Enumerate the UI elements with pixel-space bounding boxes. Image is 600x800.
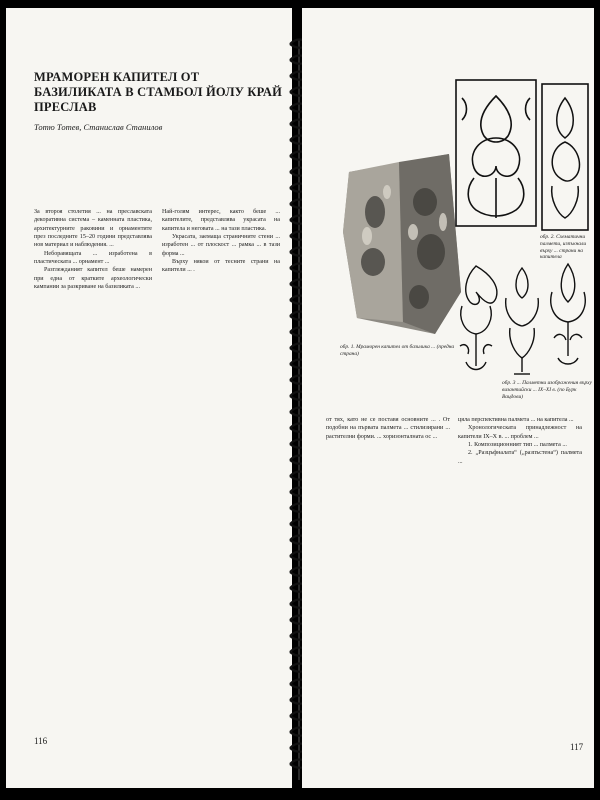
palmette-drawing-figure-2-side: [540, 82, 590, 232]
figure-3-caption: обр. 3 ... Палметни изображения върху византийски ... IX–XI в. (по Бурк Вацдови): [502, 380, 592, 400]
paragraph: от тях, като не се поставя основните ... . От подобни на първата палмета ... стилизирани ... растителни форми. ... хоризонталната ос ...: [326, 417, 450, 440]
page-number: 116: [34, 736, 48, 746]
paragraph: 2. „Разцъфналата“ („разпъстена“) палмета ...: [458, 450, 582, 465]
right-column-2: [458, 416, 582, 466]
page-number: 117: [570, 742, 584, 752]
paragraph: Неборавящата ... изработена в пластическата ... орнамент ...: [34, 250, 152, 266]
right-page: [302, 8, 594, 788]
palmette-drawing-figure-2: [454, 78, 538, 228]
paragraph: Украсата, заемаща страничните стени ... изработен ... от плоскост ... рамка ... в тази форма ...: [162, 234, 280, 257]
left-page: [6, 8, 292, 788]
right-column-1: [326, 416, 450, 441]
left-column-2: [162, 208, 280, 275]
paragraph: Най-голям интерес, както беше ... капителите, представлява украсата на капитела и неговата ... на тази пластика.: [162, 209, 280, 232]
paragraph: За второя столетия ... на преславската декоративна система – каменната пластика, архитектурните раковини и орнаментите през последните 15–20 години представлява нов материал и наблюдения. ...: [34, 209, 152, 249]
article-authors: Тотю Тотев, Станислав Станилов: [34, 122, 163, 132]
article-title: МРАМОРЕН КАПИТЕЛ ОТ БАЗИЛИКАТА В СТАМБОЛ ЙОЛУ КРАЙ ПРЕСЛАВ: [34, 70, 283, 114]
paragraph: Върху някои от тесните страни на капители ... .: [162, 259, 280, 274]
paragraph: цяла перспективна палмета ... на капитела ...: [458, 417, 574, 423]
figure-2-caption: обр. 2. Схематични палмети, изпъкнали върху ... страни на капитела: [540, 234, 587, 261]
palmette-variants-figure-3: [452, 258, 592, 378]
paragraph: Разглежданият капител беше намерен при една от кратките археологически кампании за разкриване на базиликата ...: [34, 267, 152, 291]
left-column-1: [34, 208, 152, 291]
capital-photo: [339, 132, 465, 340]
paragraph: 1. Композиционният тип ... палмета ...: [468, 442, 567, 449]
paragraph: Хронологическата принадлежност на капители IX–X в. ... проблем ...: [458, 425, 582, 440]
figure-1-caption: обр. 1. Мраморен капител от базилика ... (предна страна): [340, 344, 455, 357]
